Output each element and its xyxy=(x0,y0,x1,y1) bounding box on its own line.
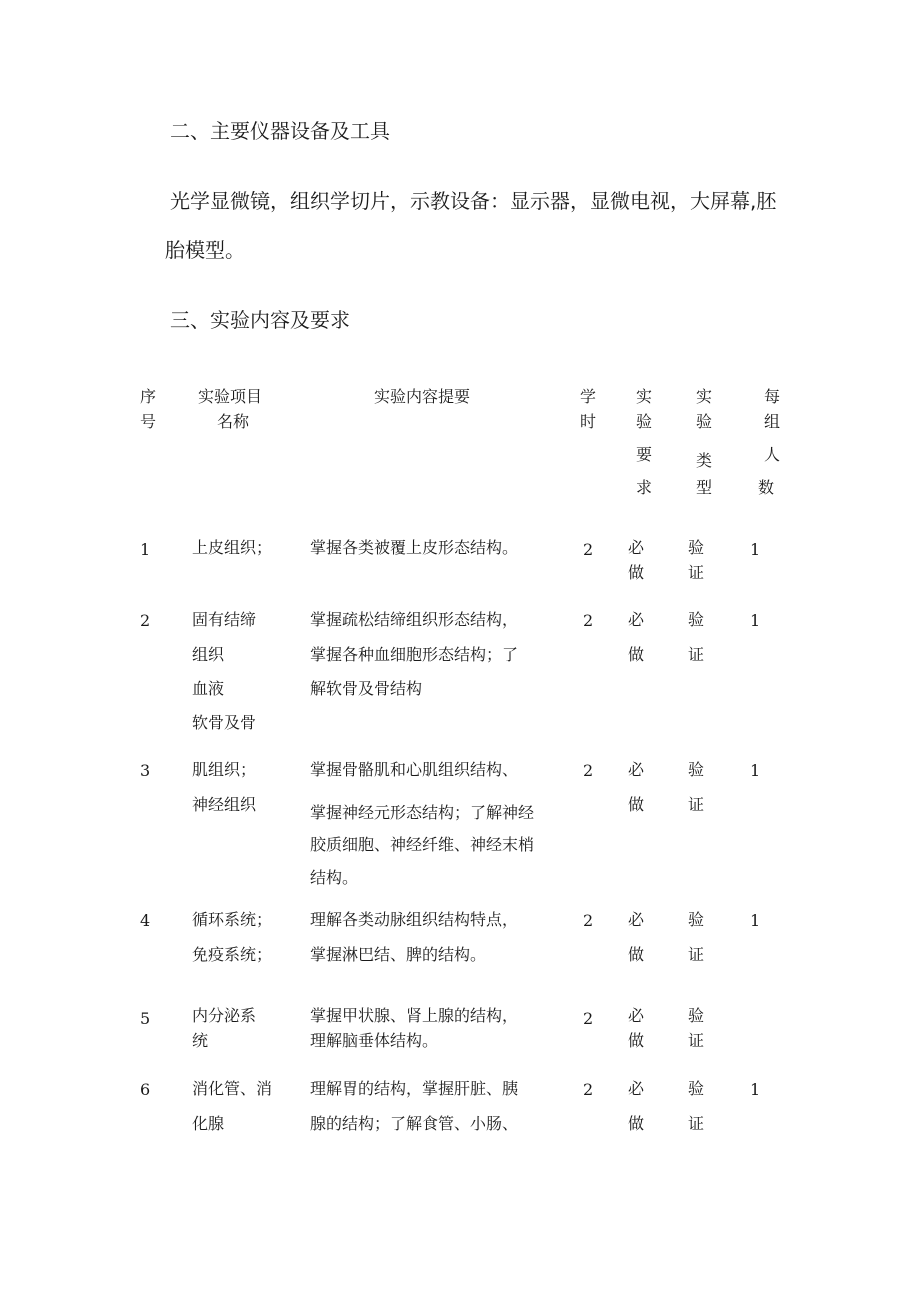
cell-seq: 5 xyxy=(140,1009,151,1028)
cell-name: 内分泌系 xyxy=(192,1006,257,1025)
header-type: 类 xyxy=(696,451,713,470)
cell-req: 必 xyxy=(628,610,645,629)
cell-req: 做 xyxy=(628,563,645,582)
cell-type: 证 xyxy=(688,795,705,814)
section2-heading: 二、主要仪器设备及工具 xyxy=(170,119,390,143)
cell-type: 验 xyxy=(688,610,705,629)
cell-req: 做 xyxy=(628,645,645,664)
cell-req: 必 xyxy=(628,910,645,929)
header-name: 名称 xyxy=(217,412,250,431)
cell-hours: 2 xyxy=(583,911,594,930)
cell-req: 做 xyxy=(628,1031,645,1050)
header-req: 验 xyxy=(636,412,653,431)
header-seq: 序 xyxy=(140,387,157,406)
cell-content: 掌握甲状腺、肾上腺的结构， xyxy=(310,1006,519,1025)
cell-content: 掌握神经元形态结构；了解神经 xyxy=(310,803,535,822)
header-type: 型 xyxy=(696,478,713,497)
cell-content: 理解脑垂体结构。 xyxy=(310,1031,439,1050)
cell-content: 掌握骨骼肌和心肌组织结构、 xyxy=(310,760,519,779)
cell-name: 血液 xyxy=(192,679,225,698)
cell-content: 理解胃的结构，掌握肝脏、胰 xyxy=(310,1079,519,1098)
header-type: 验 xyxy=(696,412,713,431)
cell-type: 证 xyxy=(688,1031,705,1050)
cell-hours: 2 xyxy=(583,761,594,780)
cell-group: 1 xyxy=(750,540,761,559)
cell-group: 1 xyxy=(750,761,761,780)
header-group: 组 xyxy=(764,412,781,431)
cell-content: 腺的结构；了解食管、小肠、 xyxy=(310,1114,519,1133)
cell-hours: 2 xyxy=(583,540,594,559)
cell-group: 1 xyxy=(750,911,761,930)
cell-seq: 4 xyxy=(140,911,151,930)
cell-name: 神经组织 xyxy=(192,795,257,814)
header-hours: 时 xyxy=(580,412,597,431)
cell-type: 验 xyxy=(688,910,705,929)
cell-hours: 2 xyxy=(583,611,594,630)
header-req: 求 xyxy=(636,478,653,497)
cell-type: 证 xyxy=(688,645,705,664)
cell-req: 做 xyxy=(628,1114,645,1133)
header-req: 实 xyxy=(636,387,653,406)
cell-req: 必 xyxy=(628,760,645,779)
paragraph-line: 胎模型。 xyxy=(165,238,245,262)
header-content: 实验内容提要 xyxy=(374,387,471,406)
header-group: 数 xyxy=(758,478,775,497)
cell-seq: 2 xyxy=(140,611,151,630)
header-seq: 号 xyxy=(140,412,157,431)
cell-type: 验 xyxy=(688,760,705,779)
cell-req: 必 xyxy=(628,1079,645,1098)
cell-content: 结构。 xyxy=(310,868,359,887)
cell-content: 理解各类动脉组织结构特点， xyxy=(310,910,519,929)
cell-content: 掌握各类被覆上皮形态结构。 xyxy=(310,538,519,557)
cell-group: 1 xyxy=(750,1080,761,1099)
header-req: 要 xyxy=(636,445,653,464)
cell-req: 必 xyxy=(628,1006,645,1025)
cell-name: 循环系统； xyxy=(192,910,273,929)
header-type: 实 xyxy=(696,387,713,406)
cell-content: 胶质细胞、神经纤维、神经末梢 xyxy=(310,835,535,854)
cell-group: 1 xyxy=(750,611,761,630)
paragraph-line: 光学显微镜，组织学切片，示教设备：显示器，显微电视，大屏幕,胚 xyxy=(170,189,777,213)
cell-name: 统 xyxy=(192,1031,209,1050)
cell-seq: 1 xyxy=(140,540,151,559)
cell-content: 解软骨及骨结构 xyxy=(310,679,423,698)
cell-type: 验 xyxy=(688,538,705,557)
section3-heading: 三、实验内容及要求 xyxy=(170,308,350,332)
cell-name: 上皮组织； xyxy=(192,538,273,557)
cell-name: 免疫系统； xyxy=(192,945,273,964)
cell-type: 证 xyxy=(688,563,705,582)
cell-name: 消化管、消 xyxy=(192,1079,273,1098)
cell-hours: 2 xyxy=(583,1009,594,1028)
cell-req: 做 xyxy=(628,945,645,964)
cell-content: 掌握各种血细胞形态结构；了 xyxy=(310,645,519,664)
cell-name: 软骨及骨 xyxy=(192,713,257,732)
cell-name: 固有结缔 xyxy=(192,610,257,629)
cell-type: 证 xyxy=(688,1114,705,1133)
cell-seq: 6 xyxy=(140,1080,151,1099)
header-group: 人 xyxy=(764,445,781,464)
cell-name: 化腺 xyxy=(192,1114,225,1133)
cell-type: 证 xyxy=(688,945,705,964)
cell-hours: 2 xyxy=(583,1080,594,1099)
cell-seq: 3 xyxy=(140,761,151,780)
cell-name: 肌组织； xyxy=(192,760,257,779)
header-hours: 学 xyxy=(580,387,597,406)
header-group: 每 xyxy=(764,387,781,406)
cell-content: 掌握淋巴结、脾的结构。 xyxy=(310,945,487,964)
cell-req: 必 xyxy=(628,538,645,557)
cell-type: 验 xyxy=(688,1079,705,1098)
header-name: 实验项目 xyxy=(198,387,263,406)
cell-req: 做 xyxy=(628,795,645,814)
cell-content: 掌握疏松结缔组织形态结构， xyxy=(310,610,519,629)
cell-type: 验 xyxy=(688,1006,705,1025)
cell-name: 组织 xyxy=(192,645,225,664)
